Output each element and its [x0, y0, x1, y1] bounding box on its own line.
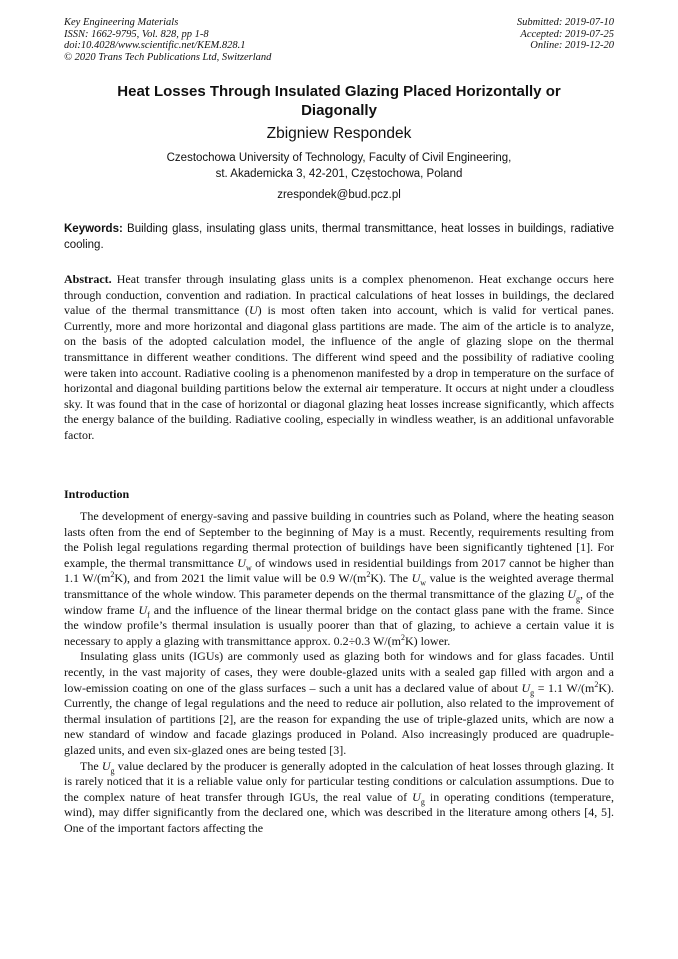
author-email: zrespondek@bud.pcz.pl	[277, 189, 401, 201]
copyright-line: © 2020 Trans Tech Publications Ltd, Switzerland	[64, 51, 272, 63]
journal-name: Key Engineering Materials	[64, 17, 179, 28]
paper-title: Heat Losses Through Insulated Glazing Placed Horizontally or Diagonally	[117, 83, 561, 119]
submitted-date: Submitted: 2019-07-10	[516, 17, 614, 28]
accepted-date: Accepted: 2019-07-25	[520, 28, 614, 40]
intro-paragraph-1: The development of energy-saving and passive building in countries such as Poland, where the heating season lasts often from the end of September to the beginning of May is a must. Recently, requirements resulting from the Polish legal regulations regarding thermal protection of buildings have been significantly tightened [1]. For example, the thermal transmittance $U_w$ of windows used in residential buildings from 2017 cannot be higher than 1.1 $W/(m^2K)$, and from 2021 the limit value will be 0.9 $W/(m^2K)$. The $U_w$ value is the weighted average thermal transmittance of the whole window. This parameter depends on the thermal transmittance of the glazing $U_g$, of the window frame $U_f$ and the influence of the linear thermal bridge on the contact glass pane with the frame. Since the window profile’s thermal insulation is usually poorer than that of glazing, to achieve a certain value it is necessary to apply a glazing with transmittance approx. 0.2÷0.3 $W/(m^2K)$ lower.	[64, 509, 615, 648]
introduction-body	[64, 509, 614, 836]
affiliation-line-2: st. Akademicka 3, 42-201, Częstochowa, Poland	[215, 167, 463, 180]
intro-paragraph-3: The $U_g$ value declared by the producer is generally adopted in the calculation of heat losses through glazing. It is rarely noticed that it is a reliable value only for particular testing conditions or calculation assumptions. Due to the complex nature of heat transfer through IGUs, the real value of $U_g$ in operating conditions (temperature, wind), may differ significantly from the declared one, which was described in the literature among others [4, 5]. One of the important factors affecting the	[64, 758, 615, 835]
intro-paragraph-2: Insulating glass units (IGUs) are commonly used as glazing both for windows and for glass facades. Until recently, in the vast majority of cases, they were double-glazed units with a sealed gap filled with argon and a low-emission coating on one of the glass surfaces – such a unit has a declared value of about $U_g = 1.1$ $W/(m^2K)$. Currently, the change of legal regulations and the need to reduce air pollution, also related to the improvement of thermal insulation of partitions [2], are the reason for expanding the use of triple-glazed units, which are now a new standard of window and facade glazings produced in Poland. Also increasingly produced are quadruple-glazed units, and even six-glazed ones are being tested [3].	[64, 649, 614, 757]
journal-header	[64, 17, 271, 63]
author-name: Zbigniew Respondek	[266, 125, 412, 142]
online-date: Online: 2019-12-20	[530, 40, 614, 51]
symbol-u: U	[249, 303, 258, 318]
abstract-label: Abstract.	[64, 272, 112, 286]
abstract-section	[64, 272, 614, 444]
abstract-text: Heat transfer through insulating glass units is a complex phenomenon. Heat exchange occurs here through conduction, convention and radiation. In practical calculations of heat losses in buildings, the declared value of the thermal transmittance (	[64, 272, 615, 318]
introduction-heading: Introduction	[64, 487, 130, 501]
keywords-label: Keywords:	[64, 223, 123, 235]
keywords-text: Building glass, insulating glass units, thermal transmittance, heat losses in buildings, radiative cooling.	[64, 223, 614, 251]
affiliation	[64, 151, 614, 182]
doi-line: doi:10.4028/www.scientific.net/KEM.828.1	[64, 40, 246, 51]
keywords-section	[64, 222, 614, 253]
affiliation-line-1: Czestochowa University of Technology, Faculty of Civil Engineering,	[166, 152, 512, 164]
abstract-text-cont: ) is most often taken into account, which is valid for vertical panes. Currently, more and more horizontal and diagonal glass partitions are made. The aim of the article is to analyze, on the basis of the adopted calculation model, the influence of the angle of glazing slope on the thermal transmittance in different weather conditions. The different wind speed and the possibility of radiative cooling were taken into account. Radiative cooling is a phenomenon manifested by a drop in temperature on the surface of horizontal and diagonal building partitions below the external air temperature. It occurs at night under a cloudless sky. It was found that in the case of horizontal or diagonal glazing heat losses increase significantly, which affects the energy balance of the building. Radiative cooling, especially in windless weather, is an additional unfavorable factor.	[64, 303, 614, 442]
dates-header	[517, 17, 614, 52]
issn-line: ISSN: 1662-9795, Vol. 828, pp 1-8	[64, 28, 209, 40]
